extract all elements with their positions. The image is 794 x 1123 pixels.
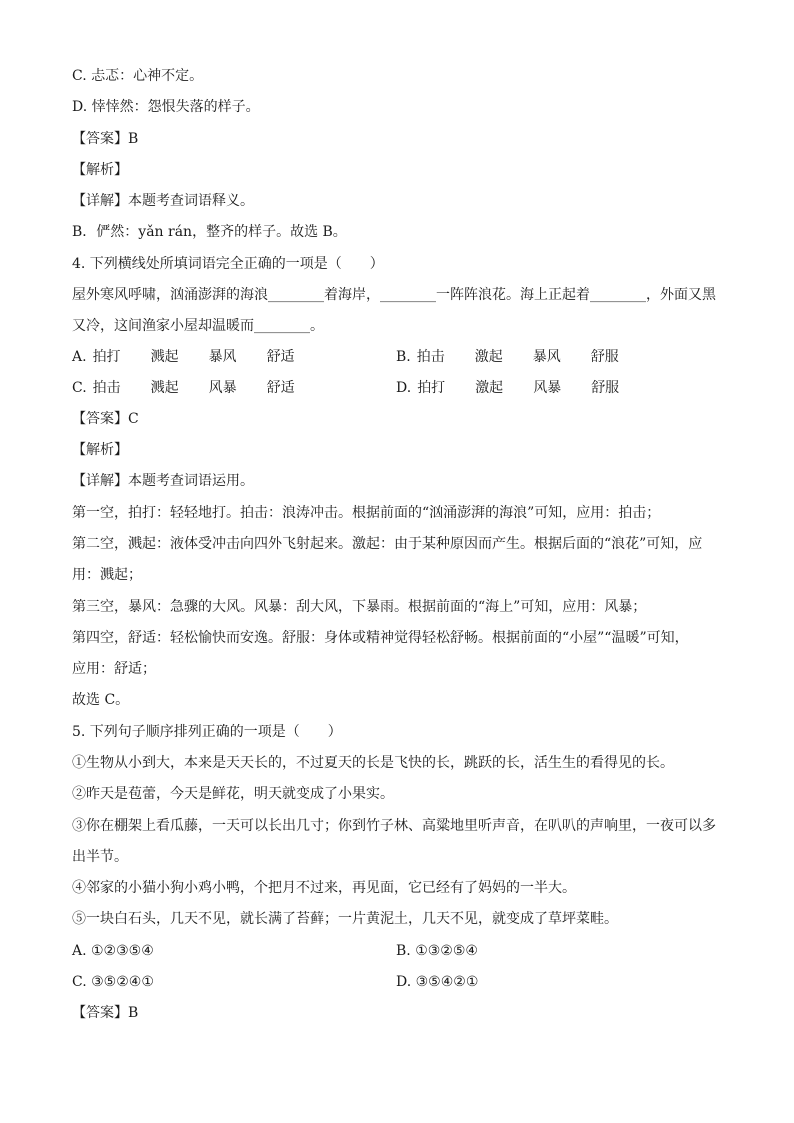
answer-tag: 【答案】 bbox=[72, 1005, 128, 1021]
option-word: 拍击 bbox=[416, 349, 445, 365]
prev-answer-row bbox=[72, 129, 726, 149]
q5-sentence: ①生物从小到大，本来是天天长的，不过夏天的长是飞快的长，跳跃的长，活生生的看得见的长。 bbox=[72, 755, 674, 771]
q5-sentence: ④邻家的小猫小狗小鸡小鸭，个把月不过来，再见面，它已经有了妈妈的一半大。 bbox=[72, 880, 576, 896]
q4-answer-row bbox=[72, 409, 726, 429]
analysis-tag: 【解析】 bbox=[72, 162, 128, 178]
option-word: 风暴 bbox=[533, 380, 562, 396]
option-word: 舒适 bbox=[266, 380, 295, 396]
q5-sentence: ③你在棚架上看瓜藤，一天可以长出几寸；你到竹子林、高粱地里听声音，在叭叭的声响里，一夜可以多 bbox=[72, 818, 716, 834]
q5-sentence: ②昨天是苞蕾，今天是鲜花，明天就变成了小果实。 bbox=[72, 786, 394, 802]
q4-passage-line: 屋外寒风呼啸，汹涌澎湃的海浪________着海岸，________一阵阵浪花。海上正起着________，外面又黑 bbox=[72, 287, 716, 303]
answer-value: C bbox=[128, 411, 139, 427]
option-label: D. bbox=[396, 380, 412, 396]
option-word: 舒服 bbox=[590, 349, 619, 365]
explanation-line: B．俨然：yǎn rán，整齐的样子。故选 B。 bbox=[72, 224, 347, 240]
q5-option-a: A. ①②③⑤④ bbox=[72, 943, 154, 959]
answer-value: B bbox=[128, 1005, 139, 1021]
prev-option-d: D. 悻悻然：怨恨失落的样子。 bbox=[72, 99, 260, 115]
q4-option-d bbox=[396, 378, 649, 398]
option-word: 暴风 bbox=[532, 349, 561, 365]
answer-value: B bbox=[128, 131, 139, 147]
option-word: 舒适 bbox=[266, 349, 295, 365]
q5-sentence: ⑤一块白石头，几天不见，就长满了苔藓；一片黄泥土，几天不见，就变成了草坪菜畦。 bbox=[72, 911, 618, 927]
option-label: B. bbox=[396, 349, 411, 365]
option-word: 溅起 bbox=[150, 349, 179, 365]
answer-tag: 【答案】 bbox=[72, 131, 128, 147]
analysis-tag: 【解析】 bbox=[72, 442, 128, 458]
option-word: 拍打 bbox=[417, 380, 446, 396]
option-word: 舒服 bbox=[591, 380, 620, 396]
option-label: C. bbox=[72, 380, 87, 396]
explanation-line: 第二空，溅起：液体受冲击向四外飞射起来。激起：由于某种原因而产生。根据后面的“浪花”可知，应 bbox=[72, 536, 703, 552]
q5-stem: 5. 下列句子顺序排列正确的一项是（ ） bbox=[72, 724, 342, 740]
option-word: 激起 bbox=[474, 349, 503, 365]
q5-answer-row bbox=[72, 1003, 726, 1023]
q5-option-b: B. ①③②⑤④ bbox=[396, 943, 478, 959]
q4-option-c bbox=[72, 378, 325, 398]
option-word: 暴风 bbox=[208, 349, 237, 365]
prev-option-c: C. 忐忑：心神不定。 bbox=[72, 68, 204, 84]
answer-tag: 【答案】 bbox=[72, 411, 128, 427]
option-label: A. bbox=[72, 349, 87, 365]
explanation-line: 第四空，舒适：轻松愉快而安逸。舒服：身体或精神觉得轻松舒畅。根据前面的“小屋”“温暖”可知， bbox=[72, 630, 689, 646]
q4-option-a bbox=[72, 347, 325, 367]
explanation-line: 故选 C。 bbox=[72, 692, 130, 708]
q4-option-b bbox=[396, 347, 649, 367]
explanation-line: 第一空，拍打：轻轻地打。拍击：浪涛冲击。根据前面的“汹涌澎湃的海浪”可知，应用：拍击； bbox=[72, 505, 661, 521]
q4-stem: 4. 下列横线处所填词语完全正确的一项是（ ） bbox=[72, 256, 384, 272]
explanation-line: 第三空，暴风：急骤的大风。风暴：刮大风，下暴雨。根据前面的“海上”可知，应用：风暴； bbox=[72, 599, 647, 615]
q5-option-c: C. ③⑤②④① bbox=[72, 974, 154, 990]
explanation-line: 应用：舒适； bbox=[72, 661, 156, 677]
q4-passage-line: 又冷，这间渔家小屋却温暖而________。 bbox=[72, 318, 324, 334]
option-word: 拍击 bbox=[92, 380, 121, 396]
explanation-line: 用：溅起； bbox=[72, 567, 142, 583]
detail-line: 【详解】本题考查词语运用。 bbox=[72, 473, 254, 489]
detail-line: 【详解】本题考查词语释义。 bbox=[72, 193, 254, 209]
option-word: 溅起 bbox=[150, 380, 179, 396]
option-word: 激起 bbox=[475, 380, 504, 396]
q5-sentence: 出半节。 bbox=[72, 849, 128, 865]
q5-option-d: D. ③⑤④②① bbox=[396, 974, 479, 990]
option-word: 拍打 bbox=[92, 349, 121, 365]
option-word: 风暴 bbox=[208, 380, 237, 396]
